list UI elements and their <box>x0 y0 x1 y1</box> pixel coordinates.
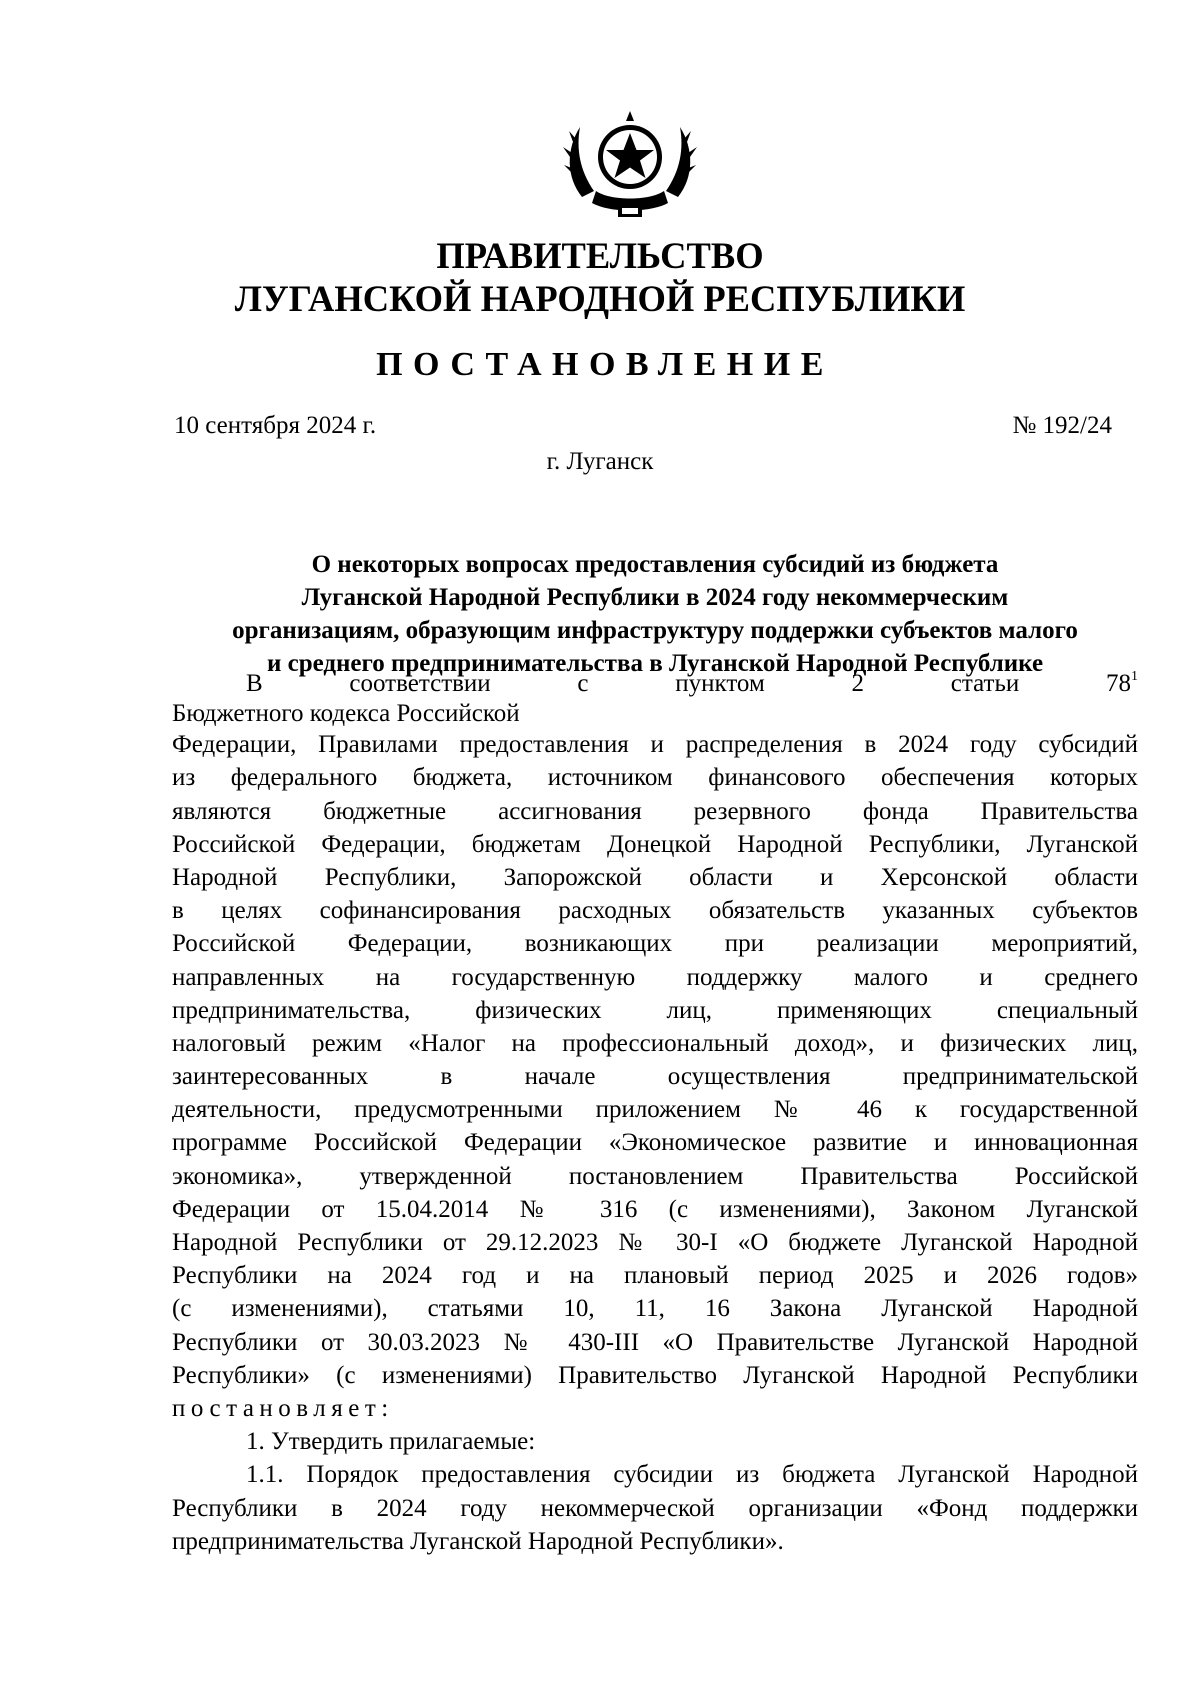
body-line: предпринимательства, физических лиц, применяющих специальный <box>172 996 1138 1024</box>
document-number: № 192/24 <box>1012 412 1112 439</box>
body-line: деятельности, предусмотренными приложением № 46 к государственной <box>172 1096 1138 1124</box>
body-line: налоговый режим «Налог на профессиональный доход», и физических лиц, <box>172 1029 1138 1057</box>
lpr-coat-of-arms-icon <box>560 105 700 225</box>
body-line: заинтересованных в начале осуществления предпринимательской <box>172 1063 1138 1091</box>
subject-line: Луганской Народной Республики в 2024 году некоммерческим <box>301 584 1009 611</box>
body-line: В соответствии с пунктом 2 статьи $78^1$ <box>246 668 1138 697</box>
item-1: 1. Утвердить прилагаемые: <box>246 1428 536 1456</box>
body-line: Республики на 2024 год и на плановый период 2025 и 2026 годов» <box>172 1262 1138 1290</box>
body-line: являются бюджетные ассигнования резервного фонда Правительства <box>172 797 1138 825</box>
resolves-word: постановляет: <box>172 1394 394 1422</box>
body-line: программе Российской Федерации «Экономическое развитие и инновационная <box>172 1129 1138 1157</box>
body-line: направленных на государственную поддержку малого и среднего <box>172 963 1138 991</box>
body-line: Федерации, Правилами предоставления и распределения в 2024 году субсидий <box>172 731 1138 759</box>
body-line: Народной Республики, Запорожской области и Херсонской области <box>172 863 1138 891</box>
body-line: Республики от 30.03.2023 № 430-III «О Правительстве Луганской Народной <box>172 1328 1138 1356</box>
government-name-line-2: ЛУГАНСКОЙ НАРОДНОЙ РЕСПУБЛИКИ <box>234 278 966 319</box>
document-type-title: ПОСТАНОВЛЕНИЕ <box>376 346 834 383</box>
subject-line: и среднего предпринимательства в Луганской Народной Республике <box>266 650 1044 677</box>
body-line: Республики в 2024 году некоммерческой организации «Фонд поддержки <box>172 1494 1138 1522</box>
document-body: В соответствии с пунктом 2 статьи $78^1$ Бюджетного кодекса Российской Федерации, Правилами предоставления и распределения в 2024 году субсидий из федерального бюджета, источником финансового обеспечения которых являются бюджетные ассигнования резервного фонда Правительства Российской Федерации, бюджетам Донецкой Народной Республики, Луганской Народной Республики, Запорожской области и Херсонской области в целях софинансирования расходных обязательств указанных субъектов Российской Федерации, возникающих при реализации мероприятий, направленных на государственную поддержку малого и среднего предпринимательства, физических лиц, применяющих специальный налоговый режим «Налог на профессиональный доход», и физических лиц, заинтересованных в начале осуществления предпринимательской деятельности, предусмотренными приложением № 46 к государственной программе Российской Федерации «Экономическое развитие и инновационная экономика», утвержденной постановлением Правительства Российской Федерации от 15.04.2014 № 316 (с изменениями), Законом Луганской Народной Республики от 29.12.2023 № 30-I «О бюджете Луганской Народной Республики на 2024 год и на плановый период 2025 и 2026 годов» (с изменениями), статьями 10, 11, 16 Закона Луганской Народной Республики от 30.03.2023 № 430-III «О Правительстве Луганской Народной Республики» (с изменениями) Правительство Луганской Народной Республики постановляет: 1. Утвердить прилагаемые: 1.1. Порядок предоставления субсидии из бюджета Луганской Народной Республики в 2024 году некоммерческой организации «Фонд поддержки предпринимательства Луганской Народной Республики». <box>172 667 1138 1558</box>
superscript: 1 <box>1131 668 1138 684</box>
body-line: Республики» (с изменениями) Правительство Луганской Народной Республики <box>172 1361 1138 1389</box>
subject-line: О некоторых вопросах предоставления субсидий из бюджета <box>311 551 999 578</box>
body-line: Федерации от 15.04.2014 № 316 (с изменениями), Законом Луганской <box>172 1195 1138 1223</box>
subject-line: организациям, образующим инфраструктуру поддержки субъектов малого <box>232 617 1078 644</box>
body-line: экономика», утвержденной постановлением Правительства Российской <box>172 1162 1138 1190</box>
body-line: Народной Республики от 29.12.2023 № 30-I «О бюджете Луганской Народной <box>172 1229 1138 1256</box>
document-date: 10 сентября 2024 г. <box>174 412 377 439</box>
body-line: Российской Федерации, возникающих при реализации мероприятий, <box>172 930 1138 958</box>
item-1-1: 1.1. Порядок предоставления субсидии из бюджета Луганской Народной <box>246 1461 1138 1489</box>
body-line: Российской Федерации, бюджетам Донецкой Народной Республики, Луганской <box>172 830 1138 858</box>
government-name-line-1: ПРАВИТЕЛЬСТВО <box>436 235 764 276</box>
body-line: из федерального бюджета, источником финансового обеспечения которых <box>172 764 1138 792</box>
body-line: (с изменениями), статьями 10, 11, 16 Закона Луганской Народной <box>172 1295 1138 1323</box>
body-line: в целях софинансирования расходных обязательств указанных субъектов <box>172 897 1138 925</box>
document-subject <box>172 548 1138 680</box>
document-city: г. Луганск <box>546 448 654 475</box>
body-line: предпринимательства Луганской Народной Республики». <box>172 1527 784 1555</box>
